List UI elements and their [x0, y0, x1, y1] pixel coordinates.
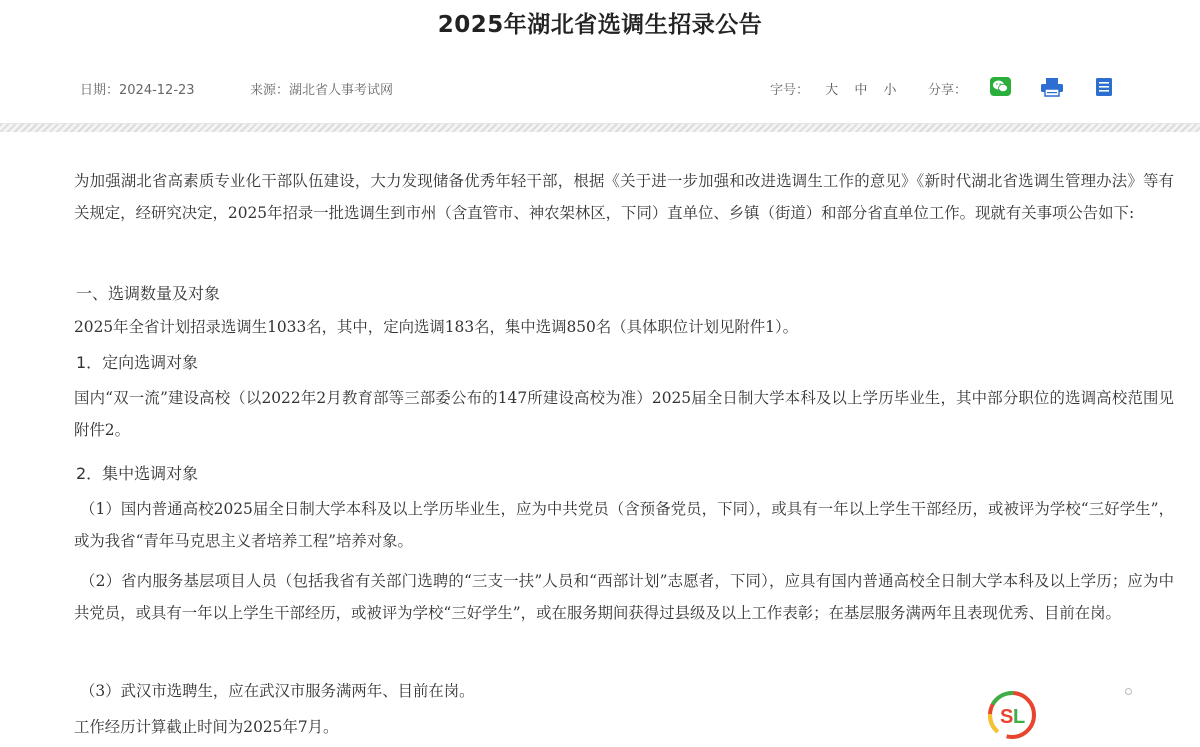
- publish-date: 日期：2024-12-23: [80, 83, 195, 98]
- paragraph-directed-selection: 国内“双一流”建设高校（以2022年2月教育部等三部委公布的147所建设高校为准）2025届全日制大学本科及以上学历毕业生，其中部分职位的选调高校范围见附件2。: [74, 389, 1174, 439]
- article-source: 来源：湖北省人事考试网: [250, 83, 394, 98]
- font-size-label: 字号：: [770, 83, 810, 98]
- font-size-small-button[interactable]: 小: [883, 83, 897, 98]
- paragraph-intro: 为加强湖北省高素质专业化干部队伍建设，大力发现储备优秀年轻干部，根据《关于进一步加强和改进选调生工作的意见》《新时代湖北省选调生管理办法》等有关规定，经研究决定，2025年招录一批选调生到市州（含直管市、神农架林区，下同）直单位、乡镇（街道）和部分省直单位工作。现就有关事项公告如下:: [74, 172, 1174, 222]
- font-size-medium-button[interactable]: 中: [854, 83, 868, 98]
- heading-directed-selection: 1．定向选调对象: [76, 353, 199, 372]
- share-label: 分享：: [928, 83, 968, 98]
- font-size-large-button[interactable]: 大: [825, 83, 839, 98]
- paragraph-deadline: 工作经历计算截止时间为2025年7月。: [74, 718, 339, 736]
- svg-text:L: L: [1013, 706, 1026, 728]
- heading-centralized-selection: 2．集中选调对象: [76, 464, 199, 483]
- heading-section-1: 一、选调数量及对象: [76, 284, 221, 303]
- paragraph-centralized-3: （3）武汉市选聘生，应在武汉市服务满两年、目前在岗。: [80, 682, 475, 700]
- svg-text:S: S: [1000, 706, 1014, 728]
- paragraph-quota: 2025年全省计划招录选调生1033名，其中，定向选调183名，集中选调850名（具体职位计划见附件1）。: [74, 318, 799, 336]
- paragraph-centralized-2: （2）省内服务基层项目人员（包括我省有关部门选聘的“三支一扶”人员和“西部计划”志愿者，下同），应具有国内普通高校全日制大学本科及以上学历；应为中共党员，或具有一年以上学生干部经历，或被评为学校“三好学生”，或在服务期间获得过县级及以上工作表彰；在基层服务满两年且表现优秀、目前在岗。: [74, 572, 1174, 622]
- paragraph-centralized-1: （1）国内普通高校2025届全日制大学本科及以上学历毕业生，应为中共党员（含预备党员，下同），或具有一年以上学生干部经历，或被评为学校“三好学生”，或为我省“青年马克思主义者培养工程”培养对象。: [74, 500, 1174, 550]
- article-title: 2025年湖北省选调生招录公告: [437, 12, 763, 38]
